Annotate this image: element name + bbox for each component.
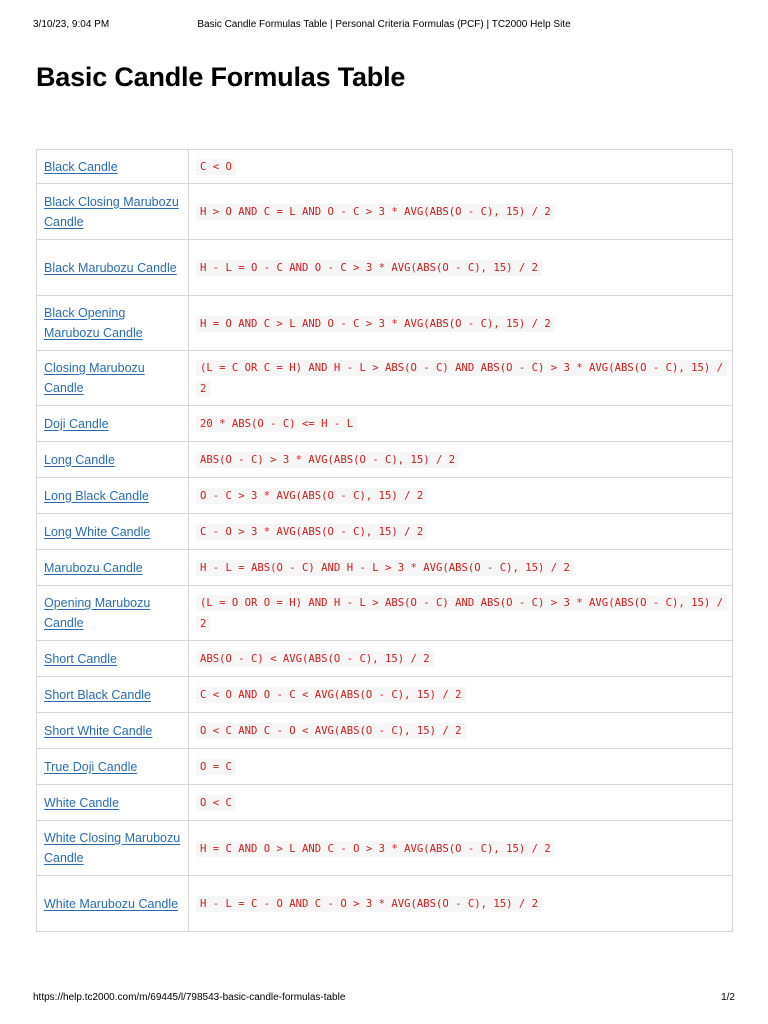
candle-name-cell (37, 184, 189, 240)
table-row (37, 785, 733, 821)
candle-name-cell (37, 641, 189, 677)
candle-name-link[interactable]: Long White Candle (44, 524, 151, 539)
formula-code: O < C AND C - O < AVG(ABS(O - C), 15) / 2 (196, 723, 466, 739)
formula-cell (189, 821, 733, 876)
table-row (37, 296, 733, 351)
print-date: 3/10/23, 9:04 PM (33, 19, 110, 30)
candle-name-link[interactable]: Marubozu Candle (44, 560, 143, 575)
candle-name-link[interactable]: White Closing Marubozu Candle (44, 831, 181, 865)
formulas-table (36, 149, 733, 932)
table-row (37, 351, 733, 406)
candle-name-link[interactable]: Black Opening Marubozu Candle (44, 306, 143, 340)
formula-code: O < C (196, 795, 236, 811)
table-row (37, 713, 733, 749)
formula-cell (189, 240, 733, 296)
candle-name-cell (37, 150, 189, 184)
page-url: https://help.tc2000.com/m/69445/l/798543-basic-candle-formulas-table (33, 992, 346, 1003)
candle-name-cell (37, 478, 189, 514)
formula-cell (189, 641, 733, 677)
formula-code: C < O (196, 159, 236, 175)
candle-name-cell (37, 296, 189, 351)
table-row (37, 478, 733, 514)
candle-name-link[interactable]: Opening Marubozu Candle (44, 596, 151, 630)
table-row (37, 150, 733, 184)
candle-name-cell (37, 514, 189, 550)
candle-name-link[interactable]: Short Black Candle (44, 687, 152, 702)
table-row (37, 821, 733, 876)
candle-name-cell (37, 442, 189, 478)
candle-name-link[interactable]: Doji Candle (44, 416, 109, 431)
formula-cell (189, 876, 733, 932)
formula-cell (189, 550, 733, 586)
candle-name-link[interactable]: True Doji Candle (44, 759, 138, 774)
formula-cell (189, 442, 733, 478)
formula-cell (189, 677, 733, 713)
candle-name-cell (37, 550, 189, 586)
formula-code: H - L = ABS(O - C) AND H - L > 3 * AVG(ABS(O - C), 15) / 2 (196, 560, 574, 576)
table-row (37, 749, 733, 785)
page-number: 1/2 (721, 992, 735, 1003)
formula-cell (189, 713, 733, 749)
candle-name-link[interactable]: Black Marubozu Candle (44, 260, 177, 275)
candle-name-link[interactable]: Black Candle (44, 159, 118, 174)
candle-name-cell (37, 876, 189, 932)
formula-code: H = O AND C > L AND O - C > 3 * AVG(ABS(O - C), 15) / 2 (196, 316, 555, 332)
table-row (37, 240, 733, 296)
table-row (37, 550, 733, 586)
formulas-table-body (37, 150, 733, 932)
formula-code: C < O AND O - C < AVG(ABS(O - C), 15) / 2 (196, 687, 466, 703)
table-row (37, 442, 733, 478)
formula-code: 20 * ABS(O - C) <= H - L (196, 416, 357, 432)
candle-name-link[interactable]: Short Candle (44, 651, 117, 666)
formula-cell (189, 184, 733, 240)
candle-name-link[interactable]: Closing Marubozu Candle (44, 361, 145, 395)
page-title: Basic Candle Formulas Table (36, 62, 406, 92)
candle-name-cell (37, 785, 189, 821)
formula-code: (L = O OR O = H) AND H - L > ABS(O - C) AND ABS(O - C) > 3 * AVG(ABS(O - C), 15) / 2 (196, 595, 727, 632)
candle-name-link[interactable]: Long Black Candle (44, 488, 149, 503)
candle-name-cell (37, 586, 189, 641)
formula-code: O = C (196, 759, 236, 775)
formula-cell (189, 150, 733, 184)
table-row (37, 406, 733, 442)
candle-name-cell (37, 821, 189, 876)
formula-code: C - O > 3 * AVG(ABS(O - C), 15) / 2 (196, 524, 427, 540)
formula-code: O - C > 3 * AVG(ABS(O - C), 15) / 2 (196, 488, 427, 504)
candle-name-cell (37, 351, 189, 406)
formula-code: ABS(O - C) < AVG(ABS(O - C), 15) / 2 (196, 651, 434, 667)
formula-cell (189, 514, 733, 550)
formula-code: H - L = O - C AND O - C > 3 * AVG(ABS(O - C), 15) / 2 (196, 260, 542, 276)
candle-name-cell (37, 240, 189, 296)
candle-name-link[interactable]: White Candle (44, 795, 120, 810)
candle-name-cell (37, 406, 189, 442)
formula-cell (189, 749, 733, 785)
formula-cell (189, 478, 733, 514)
formula-cell (189, 785, 733, 821)
candle-name-link[interactable]: Short White Candle (44, 723, 153, 738)
table-row (37, 184, 733, 240)
table-row (37, 586, 733, 641)
candle-name-link[interactable]: Black Closing Marubozu Candle (44, 194, 179, 229)
table-row (37, 876, 733, 932)
formula-code: H = C AND O > L AND C - O > 3 * AVG(ABS(O - C), 15) / 2 (196, 841, 555, 857)
candle-name-cell (37, 713, 189, 749)
formula-cell (189, 351, 733, 406)
table-row (37, 677, 733, 713)
formula-code: H - L = C - O AND C - O > 3 * AVG(ABS(O - C), 15) / 2 (196, 896, 542, 912)
formula-cell (189, 406, 733, 442)
table-row (37, 514, 733, 550)
formula-code: (L = C OR C = H) AND H - L > ABS(O - C) AND ABS(O - C) > 3 * AVG(ABS(O - C), 15) / 2 (196, 360, 727, 397)
formula-cell (189, 586, 733, 641)
candle-name-link[interactable]: Long Candle (44, 452, 115, 467)
print-doc-title: Basic Candle Formulas Table | Personal Criteria Formulas (PCF) | TC2000 Help Site (197, 19, 571, 30)
formula-code: H > O AND C = L AND O - C > 3 * AVG(ABS(O - C), 15) / 2 (196, 204, 555, 220)
formula-code: ABS(O - C) > 3 * AVG(ABS(O - C), 15) / 2 (196, 452, 459, 468)
candle-name-cell (37, 677, 189, 713)
candle-name-cell (37, 749, 189, 785)
candle-name-link[interactable]: White Marubozu Candle (44, 896, 179, 911)
print-header (33, 19, 735, 33)
formula-cell (189, 296, 733, 351)
print-footer (33, 992, 735, 1006)
table-row (37, 641, 733, 677)
